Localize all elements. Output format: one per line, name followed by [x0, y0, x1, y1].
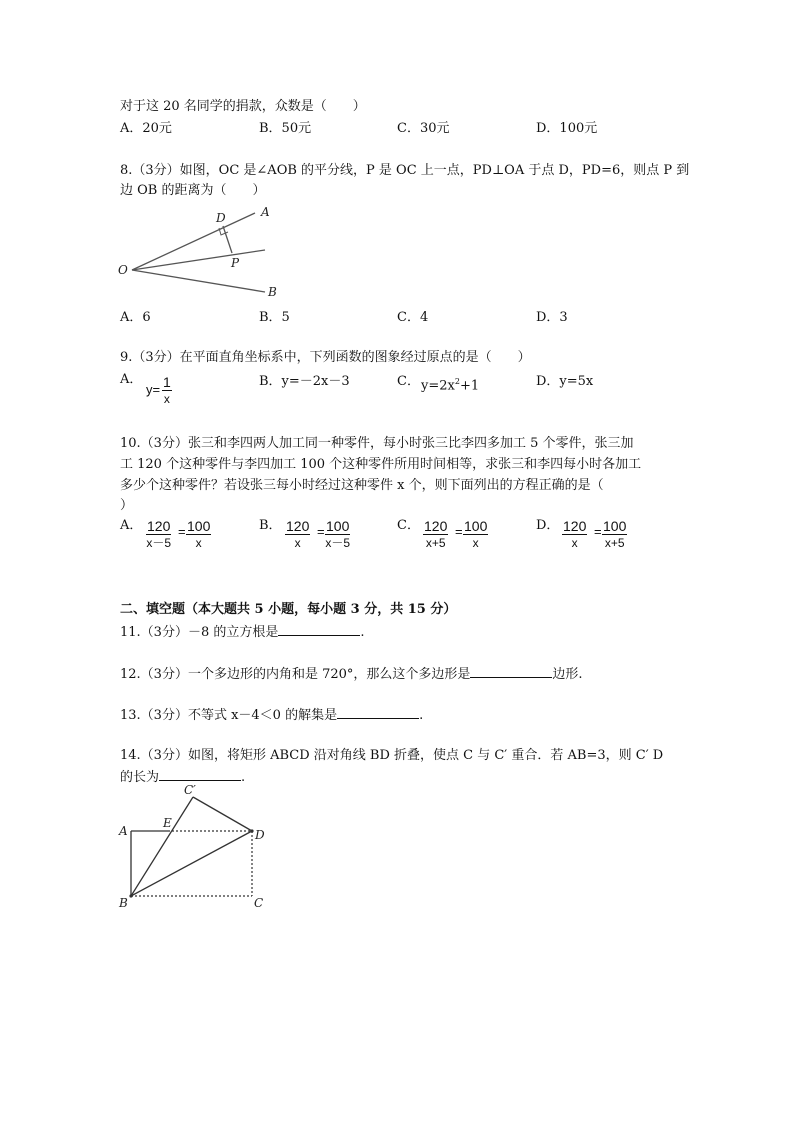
q14-answer-blank[interactable]: [159, 768, 241, 781]
q8-option-a[interactable]: A．6: [120, 310, 151, 325]
segment-pd: [223, 226, 232, 253]
q10-option-label: D．: [536, 518, 560, 533]
q8-stem-line1: 8.（3分）如图，OC 是∠AOB 的平分线，P 是 OC 上一点，PD⊥OA 于点 D，PD=6，则点 P 到: [120, 163, 690, 178]
label-d: D: [255, 828, 265, 842]
fraction-numerator: 120: [424, 518, 448, 534]
q7-option-b[interactable]: B．50元: [259, 121, 312, 136]
label-p: P: [231, 256, 240, 270]
section-2-heading: 二、填空题（本大题共 5 小题，每小题 3 分，共 15 分）: [120, 602, 457, 617]
q10-option-label: A．: [120, 518, 143, 533]
q10-equals-sign: =: [178, 524, 186, 539]
q10-option-label: C．: [397, 518, 420, 533]
point-d-dot: [250, 829, 253, 832]
q10-fraction-right: [325, 518, 350, 551]
q7-option-d[interactable]: D．100元: [536, 121, 598, 136]
q10-fraction-right: [186, 518, 211, 551]
q9-option-c[interactable]: [397, 374, 517, 392]
fraction-denominator: x+5: [425, 536, 446, 550]
fraction-numerator: 100: [603, 518, 627, 534]
segment-bc-prime: [131, 797, 193, 896]
q9-option-a-fraction: [162, 374, 172, 407]
q10-fraction-right: [463, 518, 488, 551]
ray-oc: [132, 250, 265, 270]
q11: [120, 623, 365, 641]
q14-stem-line1: 14.（3分）如图，将矩形 ABCD 沿对角线 BD 折叠，使点 C 与 C′ 重合．若 AB=3，则 C′ D: [120, 748, 664, 763]
q7-option-c[interactable]: C．30元: [397, 121, 450, 136]
q10-option-d[interactable]: [536, 518, 666, 556]
fraction-denominator: x－5: [325, 536, 351, 550]
label-b: B: [119, 896, 128, 910]
label-c: C: [254, 896, 264, 910]
q8-option-b[interactable]: B．5: [259, 310, 290, 325]
fraction-denominator: x: [571, 536, 578, 550]
q10-fraction-left: [562, 518, 587, 551]
q14-rectangle-fold-figure: [112, 783, 282, 913]
q10-fraction-left: [146, 518, 171, 551]
q10-equals-sign: =: [455, 524, 463, 539]
q13-tail: .: [419, 708, 424, 723]
fraction-denominator: x+5: [604, 536, 625, 550]
point-b-dot: [129, 894, 132, 897]
q9-option-a[interactable]: [120, 372, 240, 408]
q7-stem: 对于这 20 名同学的捐款，众数是（ ）: [120, 99, 366, 114]
fraction-denominator: x: [472, 536, 479, 550]
label-e: E: [163, 816, 172, 830]
q9-option-c-expr: [421, 374, 479, 394]
q10-option-c[interactable]: [397, 518, 527, 556]
q10-option-b[interactable]: [259, 518, 389, 556]
q9-option-c-exponent: 2: [454, 377, 460, 386]
fraction-numerator: 120: [147, 518, 171, 534]
fraction-denominator: x: [163, 392, 170, 406]
q9-stem: 9.（3分）在平面直角坐标系中，下列函数的图象经过原点的是（ ）: [120, 350, 531, 365]
q10-stem-line1: 10.（3分）张三和李四两人加工同一种零件，每小时张三比李四多加工 5 个零件，张三加: [120, 436, 634, 451]
q10-equals-sign: =: [317, 524, 325, 539]
q8-option-c[interactable]: C．4: [397, 310, 429, 325]
fraction-denominator: x: [294, 536, 301, 550]
q9-option-b[interactable]: B．y=－2x－3: [259, 374, 350, 389]
fraction-numerator: 100: [464, 518, 488, 534]
q10-equals-sign: =: [594, 524, 602, 539]
fraction-numerator: 100: [187, 518, 211, 534]
q9-option-d[interactable]: D．y=5x: [536, 374, 594, 389]
q14-tail: .: [241, 770, 246, 785]
fraction-numerator: 100: [326, 518, 350, 534]
q14-stem-pre: 的长为: [120, 770, 160, 785]
ray-ob: [132, 270, 265, 292]
q7-option-a[interactable]: A．20元: [120, 121, 172, 136]
q12-answer-blank[interactable]: [470, 665, 552, 678]
fraction-denominator: x－5: [146, 536, 172, 550]
label-a: A: [119, 824, 128, 838]
q11-tail: .: [360, 625, 365, 640]
q10-stem-line2: 工 120 个这种零件与李四加工 100 个这种零件所用时间相等，求张三和李四每小时各加工: [120, 457, 642, 472]
q10-option-a[interactable]: [120, 518, 250, 556]
q13-answer-blank[interactable]: [337, 706, 419, 719]
q10-option-label: B．: [259, 518, 282, 533]
q9-option-c-label: C．: [397, 374, 420, 389]
q9-option-a-lhs: y=: [146, 382, 161, 397]
label-c-prime: C′: [184, 783, 196, 797]
q12-tail: 边形.: [552, 667, 583, 682]
q10-stem-line4: ）: [120, 498, 134, 513]
label-o: O: [118, 263, 128, 277]
fraction-denominator: x: [195, 536, 202, 550]
q9-option-c-base: y=2x: [421, 378, 455, 394]
q8-option-d[interactable]: D．3: [536, 310, 568, 325]
fraction-numerator: 120: [563, 518, 587, 534]
fraction-numerator: 1: [163, 374, 171, 390]
q11-stem: 11.（3分）－8 的立方根是: [120, 625, 279, 640]
q8-stem-line2: 边 OB 的距离为（ ）: [120, 183, 266, 198]
q10-fraction-right: [602, 518, 627, 551]
fraction-numerator: 120: [286, 518, 310, 534]
q12: [120, 665, 583, 683]
q12-stem: 12.（3分）一个多边形的内角和是 720°，那么这个多边形是: [120, 667, 471, 682]
label-a: A: [261, 205, 270, 219]
label-b: B: [268, 285, 277, 299]
q13: [120, 706, 423, 724]
label-d: D: [216, 211, 226, 225]
q10-fraction-left: [423, 518, 448, 551]
q8-angle-figure: [110, 200, 290, 300]
q13-stem: 13.（3分）不等式 x－4＜0 的解集是: [120, 708, 338, 723]
q10-fraction-left: [285, 518, 310, 551]
q11-answer-blank[interactable]: [278, 623, 360, 636]
q9-option-c-tail: +1: [459, 378, 480, 394]
segment-bd: [131, 831, 252, 896]
q9-option-a-label: A．: [120, 372, 143, 387]
q10-stem-line3: 多少个这种零件？若设张三每小时经过这种零件 x 个，则下面列出的方程正确的是（: [120, 478, 604, 493]
segment-c-prime-d: [193, 797, 252, 831]
